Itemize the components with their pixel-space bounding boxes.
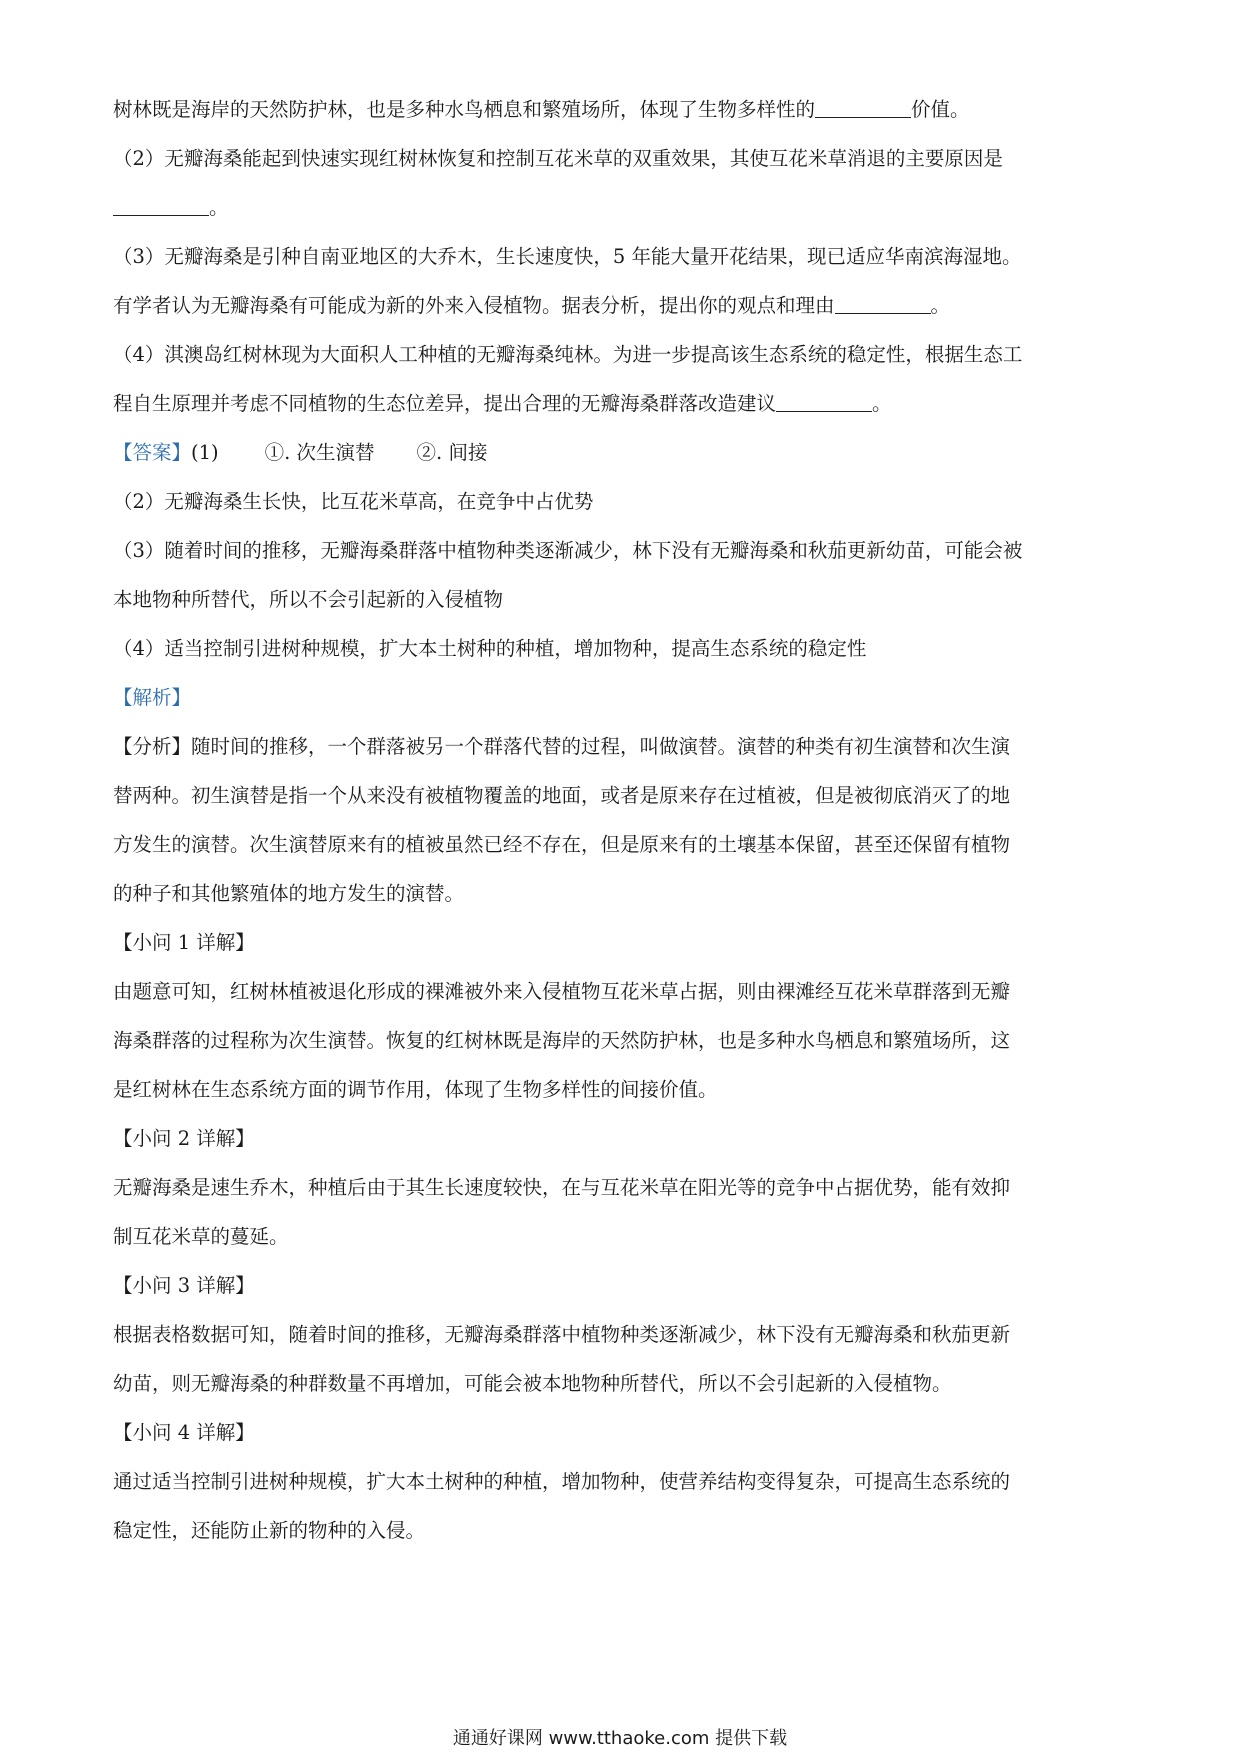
answer-3-line-1: （3）随着时间的推移，无瓣海桑群落中植物种类逐渐减少，林下没有无瓣海桑和秋茄更新幼苗，可能会被 (113, 539, 1023, 562)
detail-4-title: 【小问 4 详解】 (113, 1421, 255, 1444)
answer-blank (815, 97, 911, 118)
detail-3-line-2: 幼苗，则无瓣海桑的种群数量不再增加，可能会被本地物种所替代，所以不会引起新的入侵植物。 (113, 1372, 952, 1395)
detail-1-line-1: 由题意可知，红树林植被退化形成的裸滩被外来入侵植物互花米草占据，则由裸滩经互花米草群落到无瓣 (113, 980, 1011, 1003)
question-1-end: 价值。 (911, 98, 970, 121)
answer-3-line-2: 本地物种所替代，所以不会引起新的入侵植物 (113, 588, 504, 611)
question-1-tail (113, 96, 1133, 124)
detail-3-line-1: 根据表格数据可知，随着时间的推移，无瓣海桑群落中植物种类逐渐减少，林下没有无瓣海桑和秋茄更新 (113, 1323, 1011, 1346)
question-4-end: 。 (872, 392, 892, 415)
question-1-text: 树林既是海岸的天然防护林，也是多种水鸟栖息和繁殖场所，体现了生物多样性的 (113, 98, 816, 121)
question-4-line-2 (113, 390, 1133, 418)
answer-1-number: (1) (191, 441, 219, 464)
question-2-line-1: （2）无瓣海桑能起到快速实现红树林恢复和控制互花米草的双重效果，其使互花米草消退的主要原因是 (113, 147, 1003, 170)
question-3-end: 。 (930, 294, 951, 317)
answer-line-1 (113, 439, 1133, 467)
page-footer: 通通好课网 www.tthaoke.com 提供下载 (452, 1728, 788, 1749)
answer-blank (776, 391, 872, 412)
detail-2-title: 【小问 2 详解】 (113, 1127, 255, 1150)
answer-2: （2）无瓣海桑生长快，比互花米草高，在竞争中占优势 (113, 490, 594, 513)
detail-4-line-2: 稳定性，还能防止新的物种的入侵。 (113, 1519, 426, 1542)
analysis-label: 【解析】 (113, 686, 192, 709)
analysis-intro-line-1: 【分析】随时间的推移，一个群落被另一个群落代替的过程，叫做演替。演替的种类有初生演替和次生演 (113, 735, 1011, 758)
analysis-intro-line-2: 替两种。初生演替是指一个从来没有被植物覆盖的地面，或者是原来存在过植被，但是被彻底消灭了的地 (113, 784, 1011, 807)
answer-1-option-2: ②. 间接 (416, 441, 488, 464)
answer-1-option-1: ①. 次生演替 (264, 441, 375, 464)
analysis-intro-line-4: 的种子和其他繁殖体的地方发生的演替。 (113, 882, 465, 905)
question-4-text: 程自生原理并考虑不同植物的生态位差异，提出合理的无瓣海桑群落改造建议 (113, 392, 777, 415)
question-3-line-1: （3）无瓣海桑是引种自南亚地区的大乔木，生长速度快，5 年能大量开花结果，现已适应华南滨海湿地。 (113, 245, 1022, 268)
detail-3-title: 【小问 3 详解】 (113, 1274, 255, 1297)
detail-1-title: 【小问 1 详解】 (113, 931, 255, 954)
question-2-line-2 (113, 194, 1133, 222)
question-3-text: 有学者认为无瓣海桑有可能成为新的外来入侵植物。据表分析，提出你的观点和理由 (113, 294, 835, 317)
detail-2-line-1: 无瓣海桑是速生乔木，种植后由于其生长速度较快，在与互花米草在阳光等的竞争中占据优势，能有效抑 (113, 1176, 1011, 1199)
detail-1-line-3: 是红树林在生态系统方面的调节作用，体现了生物多样性的间接价值。 (113, 1078, 718, 1101)
detail-2-line-2: 制互花米草的蔓延。 (113, 1225, 289, 1248)
answer-blank (835, 293, 931, 314)
detail-1-line-2: 海桑群落的过程称为次生演替。恢复的红树林既是海岸的天然防护林，也是多种水鸟栖息和繁殖场所，这 (113, 1029, 1011, 1052)
question-4-line-1: （4）淇澳岛红树林现为大面积人工种植的无瓣海桑纯林。为进一步提高该生态系统的稳定性，根据生态工 (113, 343, 1023, 366)
document-body (113, 96, 1133, 1545)
answer-label: 【答案】 (113, 441, 192, 464)
question-2-end: 。 (209, 196, 229, 219)
answer-blank (113, 195, 209, 216)
question-3-line-2 (113, 292, 1133, 320)
analysis-intro-line-3: 方发生的演替。次生演替原来有的植被虽然已经不存在，但是原来有的土壤基本保留，甚至还保留有植物 (113, 833, 1011, 856)
answer-4: （4）适当控制引进树种规模，扩大本土树种的种植，增加物种，提高生态系统的稳定性 (113, 637, 867, 660)
detail-4-line-1: 通过适当控制引进树种规模，扩大本土树种的种植，增加物种，使营养结构变得复杂，可提高生态系统的 (113, 1470, 1011, 1493)
